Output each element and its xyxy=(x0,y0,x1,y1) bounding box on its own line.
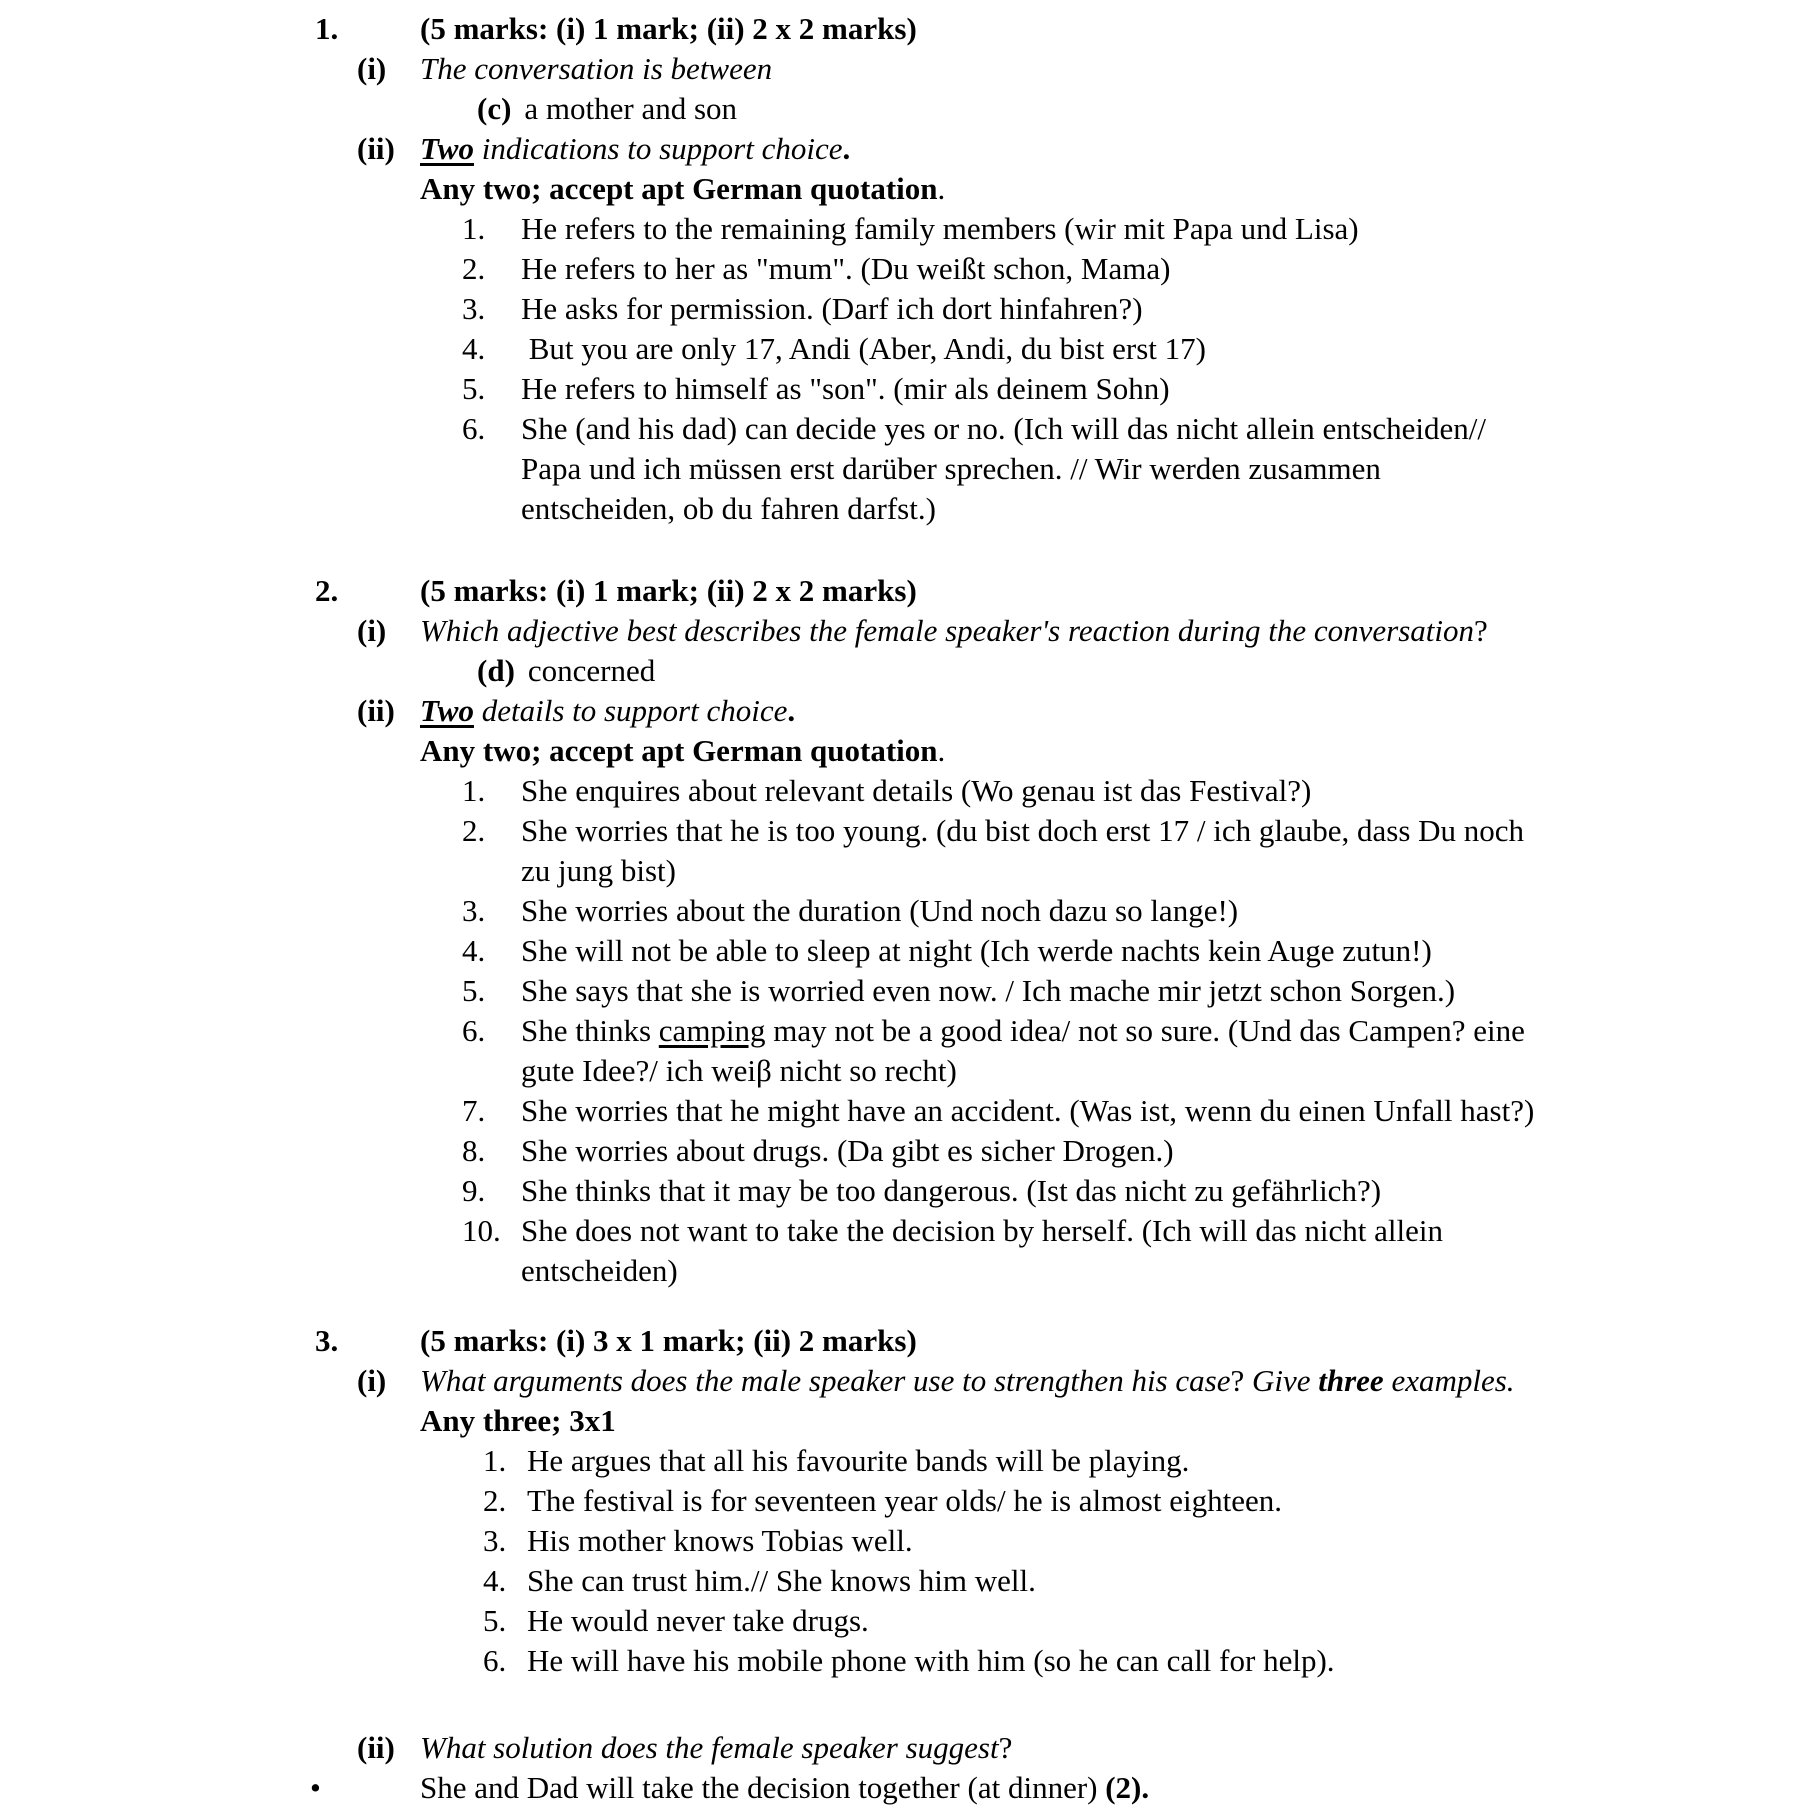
text-segment: She (and his dad) can decide yes or no. (Ich will das nicht allein entscheiden// xyxy=(521,411,1486,446)
list-item-text xyxy=(521,1211,1443,1291)
text-segment: He argues that all his favourite bands will be playing. xyxy=(527,1443,1190,1478)
header-title xyxy=(420,571,917,611)
text-line xyxy=(521,449,1486,489)
text-line xyxy=(420,731,945,771)
bullet-icon: • xyxy=(310,1770,321,1805)
question-part xyxy=(0,691,1818,731)
text-segment: . xyxy=(937,733,946,768)
question-number: 3. xyxy=(315,1323,339,1358)
list-item-text xyxy=(521,209,1359,249)
text-segment: examples. xyxy=(1383,1363,1515,1398)
list-item xyxy=(0,1171,1818,1211)
list-item-number: 9. xyxy=(462,1173,486,1208)
list-item-text xyxy=(521,289,1143,329)
text-segment: Papa und ich müssen erst darüber sprechen. // Wir werden zusammen xyxy=(521,451,1381,486)
part-text xyxy=(420,49,772,89)
section-spacer xyxy=(0,1681,1818,1728)
text-segment: (5 marks: (i) 1 mark; (ii) 2 x 2 marks) xyxy=(420,11,917,46)
list-item-text xyxy=(521,891,1238,931)
text-segment: She will not be able to sleep at night (Ich werde nachts kein Auge zutun!) xyxy=(521,933,1432,968)
list-item-number: 1. xyxy=(483,1443,507,1478)
list-item-text xyxy=(527,1601,869,1641)
list-item-number: 6. xyxy=(462,411,486,446)
list-item xyxy=(0,1481,1818,1521)
list-item-text xyxy=(521,1091,1534,1131)
answer-text xyxy=(528,651,655,691)
list-item xyxy=(0,771,1818,811)
bullet-text xyxy=(420,1768,1149,1808)
text-segment: (5 marks: (i) 1 mark; (ii) 2 x 2 marks) xyxy=(420,573,917,608)
text-segment: The festival is for seventeen year olds/ he is almost eighteen. xyxy=(527,1483,1282,1518)
text-line xyxy=(521,851,1524,891)
list-item-number: 2. xyxy=(462,251,486,286)
list-item-text xyxy=(521,811,1524,891)
answer-letter: (d) xyxy=(477,653,515,688)
text-segment: She does not want to take the decision by herself. (Ich will das nicht allein xyxy=(521,1213,1444,1248)
question-header xyxy=(0,571,1818,611)
list-item-number: 3. xyxy=(462,893,486,928)
text-segment: He refers to himself as "son". (mir als deinem Sohn) xyxy=(521,371,1170,406)
text-line xyxy=(521,1171,1381,1211)
list-item-text xyxy=(521,369,1170,409)
list-item xyxy=(0,891,1818,931)
text-segment: Any two; accept apt German quotation xyxy=(420,733,938,768)
text-segment: She and Dad will take the decision together (at dinner) xyxy=(420,1770,1106,1805)
question-part xyxy=(0,611,1818,651)
text-segment: ? xyxy=(1230,1363,1245,1398)
text-segment: camping xyxy=(658,1013,766,1048)
answer-line xyxy=(0,89,1818,129)
text-line xyxy=(521,289,1143,329)
text-segment: Any two; accept apt German quotation xyxy=(420,171,938,206)
text-line xyxy=(420,1361,1515,1401)
text-segment: indications to support choice xyxy=(473,131,843,166)
list-item xyxy=(0,1521,1818,1561)
question-number: 2. xyxy=(315,573,339,608)
text-segment: She worries that he is too young. (du bist doch erst 17 / ich glaube, dass Du noch xyxy=(521,813,1525,848)
text-segment: Two xyxy=(420,693,474,728)
text-segment: She thinks xyxy=(521,1013,659,1048)
question-header xyxy=(0,9,1818,49)
text-segment: . xyxy=(937,171,946,206)
list-item xyxy=(0,209,1818,249)
list-item-number: 1. xyxy=(462,773,486,808)
question-part xyxy=(0,49,1818,89)
text-segment: But you are only 17, Andi (Aber, Andi, du bist erst 17) xyxy=(521,331,1206,366)
list-item-text xyxy=(521,249,1170,289)
list-item-number: 2. xyxy=(483,1483,507,1518)
text-segment: three xyxy=(1318,1363,1384,1398)
marking-instruction xyxy=(0,1401,1818,1441)
list-item xyxy=(0,369,1818,409)
header-title xyxy=(420,9,917,49)
text-line xyxy=(420,49,772,89)
text-segment: concerned xyxy=(527,653,656,688)
text-line xyxy=(420,571,917,611)
text-line xyxy=(527,1521,913,1561)
text-segment: He asks for permission. (Darf ich dort hinfahren?) xyxy=(521,291,1143,326)
list-item xyxy=(0,1601,1818,1641)
list-item-number: 5. xyxy=(483,1603,507,1638)
text-segment: She enquires about relevant details (Wo genau ist das Festival?) xyxy=(521,773,1312,808)
text-segment: She worries about the duration (Und noch dazu so lange!) xyxy=(521,893,1239,928)
marking-instruction xyxy=(0,169,1818,209)
list-item-number: 7. xyxy=(462,1093,486,1128)
part-label: (i) xyxy=(357,1363,387,1398)
list-item xyxy=(0,1441,1818,1481)
text-line xyxy=(528,651,655,691)
text-line xyxy=(521,1211,1443,1251)
list-item-text xyxy=(527,1521,913,1561)
part-text xyxy=(420,691,795,731)
text-line xyxy=(521,249,1170,289)
question-number: 1. xyxy=(315,11,339,46)
text-segment: The conversation is between xyxy=(420,51,773,86)
list-item-text xyxy=(521,409,1486,529)
text-segment: (2). xyxy=(1105,1770,1150,1805)
text-line xyxy=(527,1561,1036,1601)
text-line xyxy=(521,209,1359,249)
text-line xyxy=(527,1601,869,1641)
text-segment: . xyxy=(787,693,796,728)
answer-text xyxy=(524,89,737,129)
list-item-text xyxy=(527,1481,1282,1521)
text-line xyxy=(420,611,1488,651)
list-item xyxy=(0,249,1818,289)
instruction-text xyxy=(420,169,945,209)
text-segment: entscheiden, ob du fahren darfst.) xyxy=(521,491,936,526)
text-segment: Two xyxy=(420,131,474,166)
text-segment: Give xyxy=(1244,1363,1319,1398)
text-segment: He refers to her as "mum". (Du weißt schon, Mama) xyxy=(521,251,1171,286)
list-item-text xyxy=(521,1131,1174,1171)
list-item-text xyxy=(521,971,1455,1011)
text-line xyxy=(521,1011,1525,1051)
list-item-text xyxy=(521,771,1311,811)
list-item xyxy=(0,409,1818,529)
text-line xyxy=(521,931,1432,971)
list-item-text xyxy=(521,329,1206,369)
list-item-number: 5. xyxy=(462,371,486,406)
list-item xyxy=(0,811,1818,891)
part-label: (i) xyxy=(357,613,387,648)
text-line xyxy=(420,691,795,731)
text-segment: may not be a good idea/ not so sure. (Und das Campen? eine xyxy=(765,1013,1525,1048)
text-line xyxy=(521,1131,1174,1171)
section-spacer xyxy=(0,1291,1818,1321)
answer-line xyxy=(0,651,1818,691)
text-line xyxy=(420,9,917,49)
text-line xyxy=(420,1768,1149,1808)
text-segment: She worries about drugs. (Da gibt es sicher Drogen.) xyxy=(521,1133,1174,1168)
list-item xyxy=(0,1641,1818,1681)
list-item-number: 1. xyxy=(462,211,486,246)
text-segment: entscheiden) xyxy=(521,1253,678,1288)
text-line xyxy=(521,329,1206,369)
text-line xyxy=(521,409,1486,449)
list-item-number: 5. xyxy=(462,973,486,1008)
marking-instruction xyxy=(0,731,1818,771)
text-segment: She says that she is worried even now. / Ich mache mir jetzt schon Sorgen.) xyxy=(521,973,1456,1008)
list-item-text xyxy=(521,931,1432,971)
part-label: (ii) xyxy=(357,1730,395,1765)
list-item-number: 4. xyxy=(462,933,486,968)
text-segment: What solution does the female speaker suggest xyxy=(420,1730,999,1765)
text-segment: (5 marks: (i) 3 x 1 mark; (ii) 2 marks) xyxy=(420,1323,917,1358)
part-text xyxy=(420,611,1488,651)
list-item-text xyxy=(521,1171,1381,1211)
text-segment: Which adjective best describes the female speaker's reaction during the conversation xyxy=(420,613,1475,648)
text-segment: He will have his mobile phone with him (so he can call for help). xyxy=(527,1643,1335,1678)
list-item xyxy=(0,931,1818,971)
list-item-number: 2. xyxy=(462,813,486,848)
text-line xyxy=(527,1441,1189,1481)
list-item-number: 4. xyxy=(462,331,486,366)
text-segment: ? xyxy=(998,1730,1013,1765)
text-line xyxy=(420,169,945,209)
list-item-number: 8. xyxy=(462,1133,486,1168)
text-line xyxy=(420,1401,616,1441)
text-line xyxy=(521,489,1486,529)
list-item xyxy=(0,1091,1818,1131)
text-segment: details to support choice xyxy=(473,693,788,728)
text-segment: . xyxy=(842,131,851,166)
text-line xyxy=(521,369,1170,409)
text-line xyxy=(521,1251,1443,1291)
text-line xyxy=(420,129,850,169)
question-header xyxy=(0,1321,1818,1361)
list-item-text xyxy=(521,1011,1525,1091)
list-item xyxy=(0,1131,1818,1171)
text-segment: She can trust him.// She knows him well. xyxy=(527,1563,1036,1598)
list-item xyxy=(0,1011,1818,1091)
list-item-text xyxy=(527,1441,1189,1481)
list-item-text xyxy=(527,1641,1335,1681)
text-segment: Any three; 3x1 xyxy=(420,1403,616,1438)
list-item-number: 10. xyxy=(462,1213,501,1248)
text-segment: zu jung bist) xyxy=(521,853,676,888)
question-part xyxy=(0,1728,1818,1768)
question-part xyxy=(0,129,1818,169)
bullet-item xyxy=(0,1768,1818,1808)
list-item xyxy=(0,289,1818,329)
text-line xyxy=(420,1728,1012,1768)
part-text xyxy=(420,1728,1012,1768)
text-line xyxy=(521,811,1524,851)
instruction-text xyxy=(420,1401,616,1441)
text-line xyxy=(521,891,1238,931)
part-text xyxy=(420,1361,1515,1401)
list-item-number: 6. xyxy=(462,1013,486,1048)
text-line xyxy=(527,1641,1335,1681)
question-part xyxy=(0,1361,1818,1401)
list-item xyxy=(0,329,1818,369)
list-item-number: 4. xyxy=(483,1563,507,1598)
text-segment: She thinks that it may be too dangerous. (Ist das nicht zu gefährlich?) xyxy=(521,1173,1382,1208)
text-line xyxy=(524,89,737,129)
answer-letter: (c) xyxy=(477,91,512,126)
text-line xyxy=(527,1481,1282,1521)
part-text xyxy=(420,129,850,169)
list-item-number: 3. xyxy=(483,1523,507,1558)
list-item xyxy=(0,1211,1818,1291)
list-item xyxy=(0,1561,1818,1601)
text-line xyxy=(420,1321,917,1361)
text-line xyxy=(521,1051,1525,1091)
list-item-text xyxy=(527,1561,1036,1601)
part-label: (i) xyxy=(357,51,387,86)
part-label: (ii) xyxy=(357,131,395,166)
text-segment: He would never take drugs. xyxy=(527,1603,869,1638)
text-segment: ? xyxy=(1474,613,1488,648)
text-segment: He refers to the remaining family members (wir mit Papa und Lisa) xyxy=(521,211,1359,246)
text-segment: His mother knows Tobias well. xyxy=(527,1523,913,1558)
text-segment: What arguments does the male speaker use to strengthen his case xyxy=(420,1363,1231,1398)
text-segment: a mother and son xyxy=(524,91,738,126)
header-title xyxy=(420,1321,917,1361)
list-item-number: 3. xyxy=(462,291,486,326)
instruction-text xyxy=(420,731,945,771)
text-segment: gute Idee?/ ich weiβ nicht so recht) xyxy=(521,1053,957,1088)
text-line xyxy=(521,971,1455,1011)
section-spacer xyxy=(0,529,1818,571)
part-label: (ii) xyxy=(357,693,395,728)
text-segment: She worries that he might have an accident. (Was ist, wenn du einen Unfall hast?) xyxy=(521,1093,1535,1128)
text-line xyxy=(521,1091,1534,1131)
text-line xyxy=(521,771,1311,811)
list-item-number: 6. xyxy=(483,1643,507,1678)
list-item xyxy=(0,971,1818,1011)
